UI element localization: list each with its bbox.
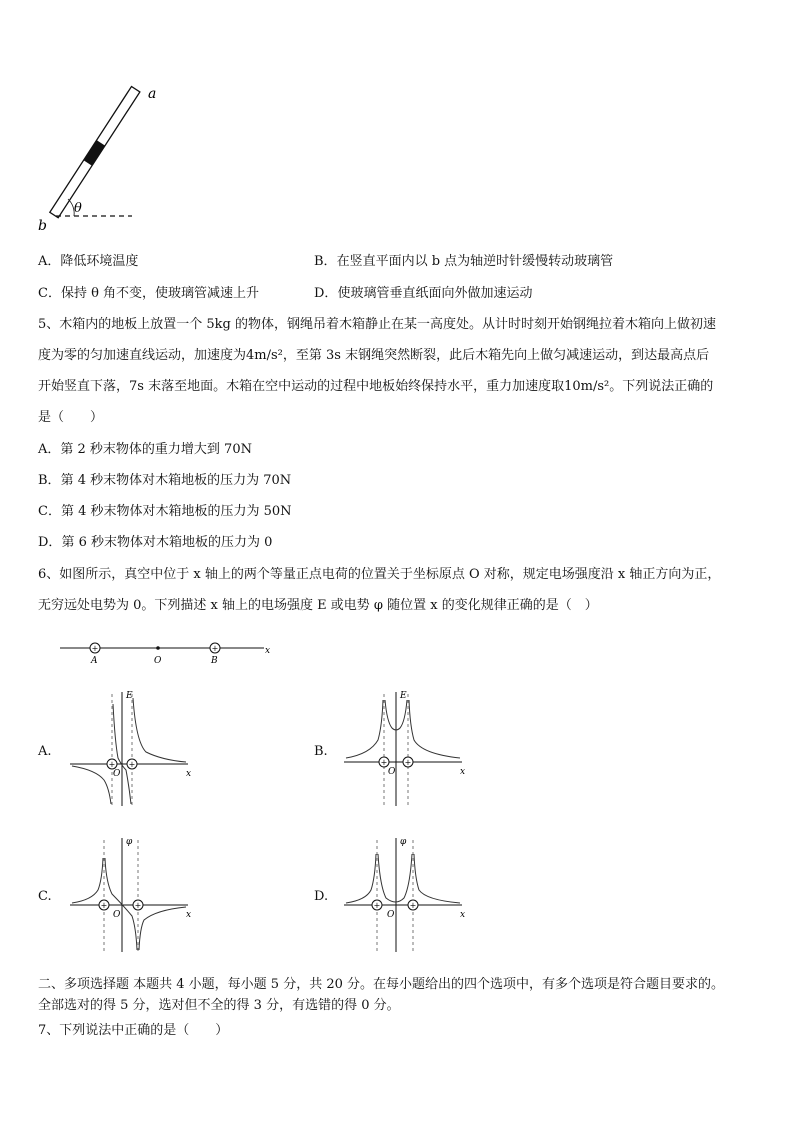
section2-line-1: 二、多项选择题 本题共 4 小题，每小题 5 分，共 20 分。在每小题给出的四个选项中，有多个选项是符合题目要求的。: [38, 977, 725, 992]
svg-text:+: +: [380, 758, 388, 767]
graph-c-x-label: x: [186, 910, 192, 920]
graph-a-x-label: x: [186, 769, 192, 779]
axis-label-b: B: [211, 656, 218, 666]
tube-label-b: b: [38, 218, 47, 232]
svg-text:+: +: [128, 760, 136, 769]
q4-option-c[interactable]: C．保持 θ 角不变，使玻璃管减速上升: [38, 286, 260, 301]
axis-label-o: O: [154, 656, 162, 666]
graph-c-axis-label: φ: [126, 837, 133, 847]
svg-text:+: +: [100, 901, 108, 910]
q6-graph-d[interactable]: [340, 832, 470, 956]
q5-option-a[interactable]: A．第 2 秒末物体的重力增大到 70N: [38, 442, 252, 457]
q6-graph-b[interactable]: [340, 686, 470, 810]
tube-label-a: a: [148, 86, 157, 102]
graph-a-axis-label: E: [126, 691, 133, 701]
graph-b-x-label: x: [460, 767, 466, 777]
graph-c-origin-label: O: [113, 910, 121, 920]
svg-text:+: +: [404, 758, 412, 767]
svg-text:+: +: [91, 644, 99, 653]
section2-line-2: 全部选对的得 5 分，选对但不全的得 3 分，有选错的得 0 分。: [38, 998, 400, 1013]
graph-d-origin-label: O: [387, 910, 395, 920]
axis-label-x: x: [265, 646, 271, 656]
tube-label-theta: θ: [74, 201, 82, 216]
q6-option-a-letter[interactable]: A.: [38, 744, 52, 759]
glass-tube-figure: [30, 82, 170, 232]
q5-stem-line-1: 5、木箱内的地板上放置一个 5kg 的物体，钢绳吊着木箱静止在某一高度处。从计时时刻开始钢绳拉着木箱向上做初速: [38, 317, 717, 332]
q6-graph-c[interactable]: [66, 832, 196, 956]
svg-text:+: +: [211, 644, 219, 653]
q6-option-b-letter[interactable]: B.: [314, 744, 328, 759]
q6-option-d-letter[interactable]: D.: [314, 889, 329, 904]
q6-graph-a[interactable]: [66, 686, 196, 810]
q4-option-b[interactable]: B．在竖直平面内以 b 点为轴逆时针缓慢转动玻璃管: [314, 254, 614, 269]
q5-stem-line-4: 是（ ）: [38, 410, 104, 425]
q5-option-b[interactable]: B．第 4 秒末物体对木箱地板的压力为 70N: [38, 473, 292, 488]
q6-option-c-letter[interactable]: C.: [38, 889, 52, 904]
q4-option-d[interactable]: D．使玻璃管垂直纸面向外做加速运动: [314, 286, 533, 301]
graph-d-axis-label: φ: [400, 837, 407, 847]
svg-text:+: +: [108, 760, 116, 769]
charge-axis-figure: [58, 638, 278, 668]
q7-stem: 7、下列说法中正确的是（ ）: [38, 1023, 229, 1038]
graph-a-origin-label: O: [113, 769, 121, 779]
graph-b-axis-label: E: [400, 691, 407, 701]
q6-stem-line-1: 6、如图所示，真空中位于 x 轴上的两个等量正点电荷的位置关于坐标原点 O 对称，规定电场强度沿 x 轴正方向为正，: [38, 567, 721, 582]
axis-label-a: A: [91, 656, 98, 666]
svg-text:+: +: [373, 901, 381, 910]
svg-text:+: +: [134, 901, 142, 910]
q5-option-c[interactable]: C．第 4 秒末物体对木箱地板的压力为 50N: [38, 504, 292, 519]
q4-option-a[interactable]: A．降低环境温度: [38, 254, 139, 269]
graph-d-x-label: x: [460, 910, 466, 920]
q6-stem-line-2: 无穷远处电势为 0。下列描述 x 轴上的电场强度 E 或电势 φ 随位置 x 的变化规律正确的是（ ）: [38, 598, 598, 613]
q5-stem-line-3: 开始竖直下落，7s 末落至地面。木箱在空中运动的过程中地板始终保持水平，重力加速度取10m/s²。下列说法正确的: [38, 379, 714, 394]
q5-stem-line-2: 度为零的匀加速直线运动，加速度为4m/s²，至第 3s 末钢绳突然断裂，此后木箱先向上做匀减速运动，到达最高点后: [38, 348, 710, 363]
graph-b-origin-label: O: [388, 767, 396, 777]
svg-text:+: +: [409, 901, 417, 910]
q5-option-d[interactable]: D．第 6 秒末物体对木箱地板的压力为 0: [38, 535, 273, 550]
